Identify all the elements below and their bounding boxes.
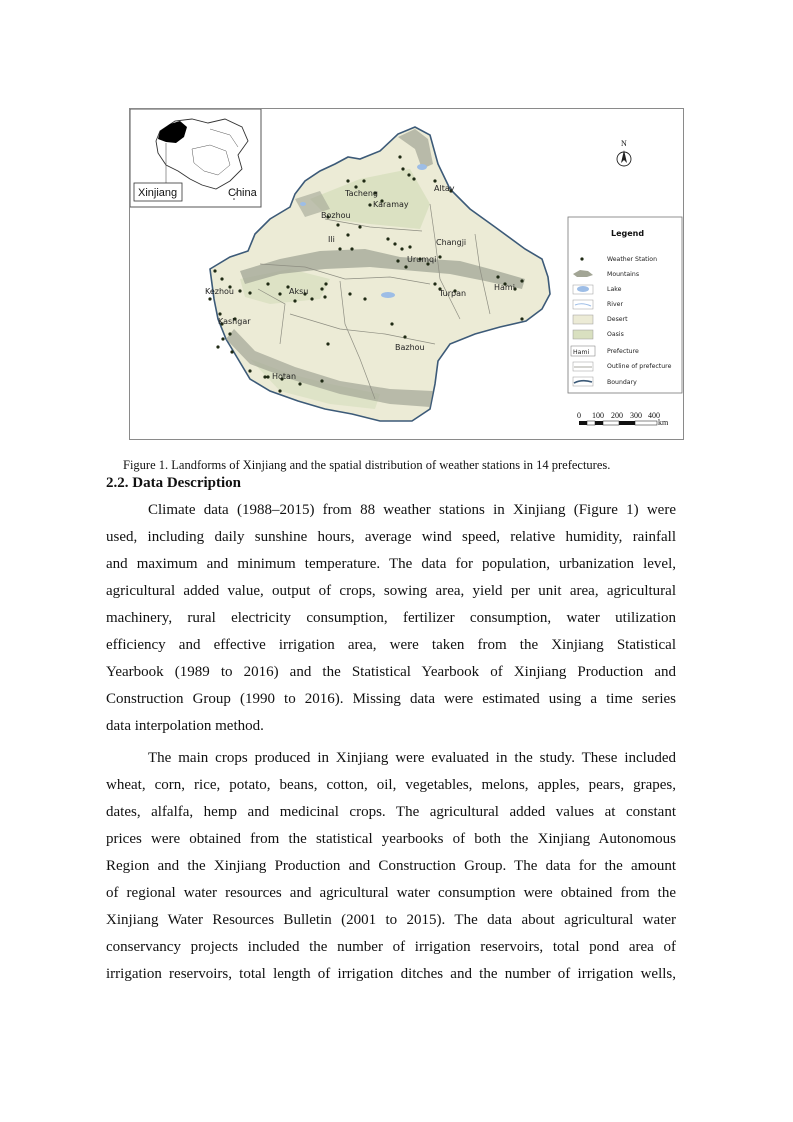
map-legend <box>568 217 682 393</box>
paragraph-line: efficiency and effective irrigation area, were taken from the Xinjiang Statistical <box>106 637 676 653</box>
paragraph-line: Xinjiang Water Resources Bulletin (2001 to 2015). The data about agricultural water <box>106 912 676 928</box>
paragraph-line: Region and the Xinjiang Production and Construction Group. The data for the amount <box>106 858 676 874</box>
prefecture-label: Tacheng <box>345 189 379 198</box>
scale-tick-label: 400 <box>648 411 660 420</box>
prefecture-label: Turpan <box>439 289 467 298</box>
legend-item: Oasis <box>607 331 624 338</box>
paragraph-line: Climate data (1988–2015) from 88 weather stations in Xinjiang (Figure 1) were <box>148 502 676 518</box>
scale-unit: km <box>658 418 669 427</box>
inset-country-label: China <box>228 187 257 199</box>
prefecture-label: Hami <box>494 283 515 292</box>
scale-tick-label: 200 <box>611 411 623 420</box>
legend-item: Weather Station <box>607 256 658 263</box>
paragraph-line: Yearbook (1989 to 2016) and the Statistical Yearbook of Xinjiang Production and <box>106 664 676 680</box>
prefecture-label: Kashgar <box>218 317 251 326</box>
paragraph-data-sources <box>106 497 676 740</box>
legend-item: Boundary <box>607 379 637 386</box>
paragraph-line: Construction Group (1990 to 2016). Missing data were estimated using a time series <box>106 691 676 707</box>
north-arrow-icon <box>617 139 631 166</box>
paragraph-line: machinery, rural electricity consumption, fertilizer consumption, water utilization <box>106 610 676 626</box>
paragraph-line: irrigation reservoirs, total length of irrigation ditches and the number of irrigation wells, <box>106 966 676 982</box>
inset-region-label: Xinjiang <box>138 187 178 199</box>
legend-item: Outline of prefecture <box>607 363 672 370</box>
legend-desert-icon <box>573 315 593 324</box>
prefecture-label: Hotan <box>272 372 297 381</box>
paragraph-line: dates, alfalfa, hemp and medicinal crops. The agricultural added values at constant <box>106 804 676 820</box>
legend-item: Lake <box>607 286 622 293</box>
prefecture-label: Urumqi <box>407 255 437 264</box>
paragraph-line: wheat, corn, rice, potato, beans, cotton, oil, vegetables, melons, apples, pears, grapes, <box>106 777 676 793</box>
scale-tick-label: 300 <box>630 411 642 420</box>
prefecture-label: Aksu <box>289 287 309 296</box>
legend-outline-icon <box>573 362 593 371</box>
paragraph-line: and maximum and minimum temperature. The data for population, urbanization level, <box>106 556 676 572</box>
prefecture-label: Altay <box>434 184 455 193</box>
paragraph-line: agricultural added value, output of crops, sowing area, yield per unit area, agricultural <box>106 583 676 599</box>
inset-china-map <box>130 109 261 207</box>
section-heading: 2.2. Data Description <box>106 475 241 491</box>
lake <box>300 202 306 206</box>
prefecture-label: Bazhou <box>395 343 425 352</box>
prefecture-label: Changji <box>436 238 467 247</box>
paragraph-main-crops <box>106 745 676 988</box>
legend-prefecture-sample: Hami <box>573 349 590 356</box>
legend-item: River <box>607 301 624 308</box>
lake <box>381 292 395 298</box>
prefecture-label: Ili <box>328 235 335 244</box>
paragraph-line: data interpolation method. <box>106 718 264 734</box>
paragraph-line: conservancy projects included the number of irrigation reservoirs, total pond area of <box>106 939 676 955</box>
paragraph-line: used, including daily sunshine hours, average wind speed, relative humidity, rainfall <box>106 529 676 545</box>
scale-tick-label: 100 <box>592 411 604 420</box>
paragraph-line: prices were obtained from the statistical yearbooks of both the Xinjiang Autonomous <box>106 831 676 847</box>
legend-title: Legend <box>611 229 645 238</box>
legend-item: Prefecture <box>607 348 639 355</box>
legend-oasis-icon <box>573 330 593 339</box>
prefecture-label: Bozhou <box>321 211 351 220</box>
legend-station-icon <box>580 257 583 260</box>
prefecture-label: Karamay <box>373 200 409 209</box>
scale-bar <box>577 411 669 427</box>
lake <box>417 164 427 170</box>
scale-tick-label: 0 <box>577 411 581 420</box>
figure-caption: Figure 1. Landforms of Xinjiang and the spatial distribution of weather stations in 14 prefectures. <box>123 458 611 472</box>
xinjiang-map <box>130 109 684 440</box>
paragraph-line: The main crops produced in Xinjiang were evaluated in the study. These included <box>148 750 676 766</box>
prefecture-label: Kezhou <box>205 287 235 296</box>
figure-1 <box>129 108 684 440</box>
north-label: N <box>621 139 627 148</box>
legend-item: Mountains <box>607 271 640 278</box>
paragraph-line: of regional water resources and agricultural water consumption were obtained from the <box>106 885 676 901</box>
legend-item: Desert <box>607 316 628 323</box>
